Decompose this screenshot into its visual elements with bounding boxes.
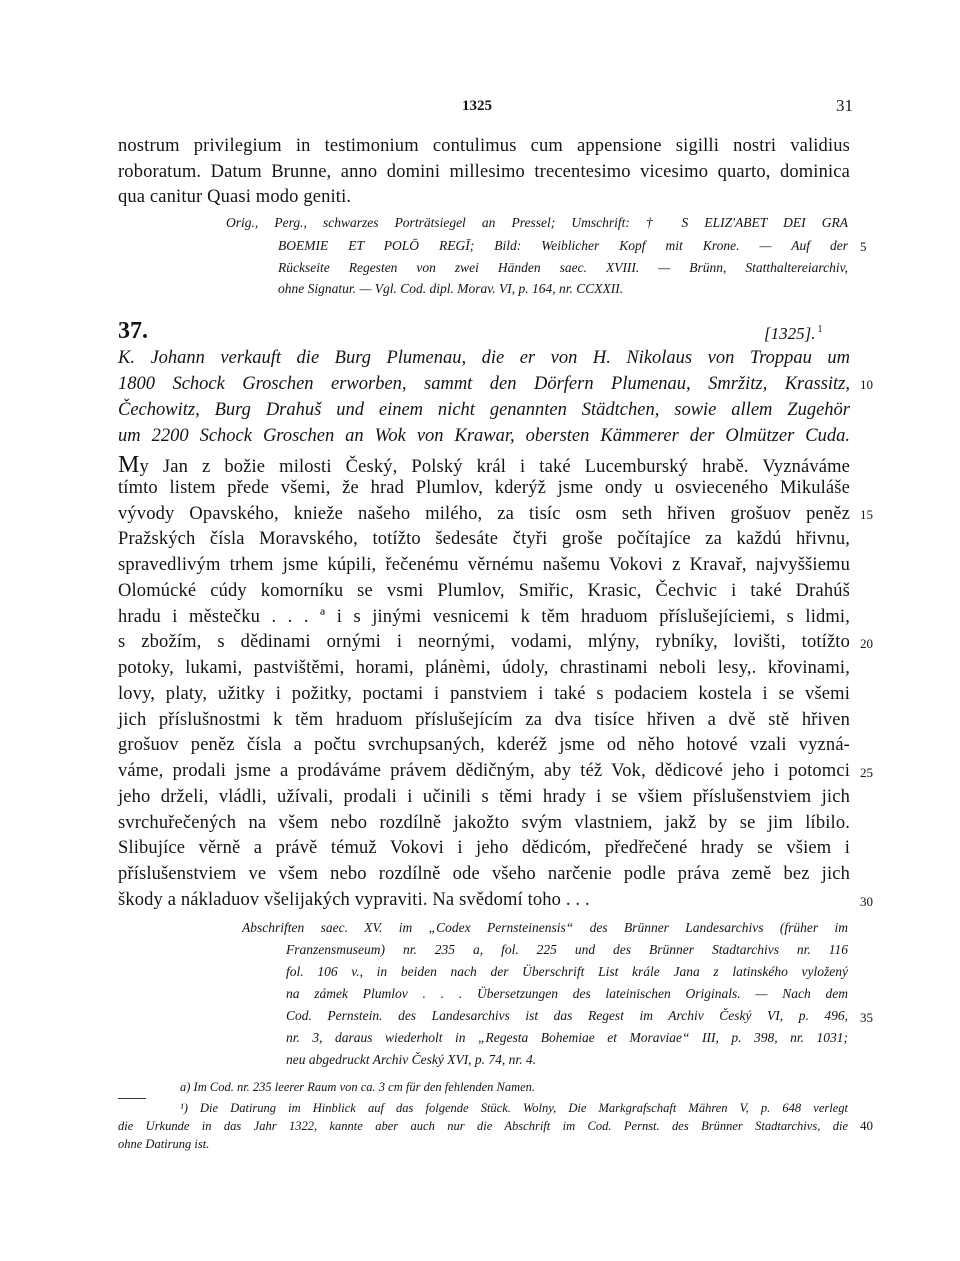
text-line: lovy, platy, užitky i požitky, poctami i panstviem i také s podaciem kostela i se všemi [118,684,850,704]
running-head-year: 1325 [462,98,492,114]
prev-note-line: Orig., Perg., schwarzes Porträtsiegel an Pressel; Umschrift: † S ELIZ'ABET DEI GRA [226,215,848,230]
text-critical-note: a) Im Cod. nr. 235 leerer Raum von ca. 3 cm für den fehlenden Namen. [180,1080,536,1094]
text-first-line [118,452,850,479]
line-number: 5 [860,239,867,254]
regest-line: Čechowitz, Burg Drahuš und einem nicht genannten Städtchen, sowie allem Zugehör [118,400,850,420]
document-number: 37. [118,318,148,344]
document-date [764,324,822,344]
prev-doc-line: nostrum privilegium in testimonium contulimus cum appensione sigilli nostri validius [118,136,850,156]
text-line: příslušenstviem ve všem nebo rozdílně ode všeho narčenie podle práva země bez jich [118,864,850,884]
text-line: potoky, lukami, pastvištěmi, horami, plánèmi, údoly, chrastinami neboli lesy,. křovinami, [118,658,850,678]
footnote-line: die Urkunde in das Jahr 1322, kannte aber auch nur die Abschrift im Cod. Pernst. des Brünner Stadtarchivs, die [118,1119,848,1133]
source-note-line: Cod. Pernstein. des Landesarchivs ist das Regest im Archiv Český VI, p. 496, [286,1008,848,1023]
text-line: jich příslušnostmi k těm hraduom příslušejícím za dva tisíce hřiven a dvě stě hřiven [118,710,850,730]
source-note-line: Franzensmuseum) nr. 235 a, fol. 225 und des Brünner Stadtarchivs nr. 116 [286,942,848,957]
text-line: škody a nákladuov všelijakých vypraviti. Na svědomí toho . . . [118,890,590,910]
source-note-line: nr. 3, daraus wiederholt in „Regesta Bohemiae et Moraviae“ III, p. 398, nr. 1031; [286,1030,848,1045]
date-footnote-mark: 1 [817,324,823,336]
regest-line: um 2200 Schock Groschen an Wok von Krawar, obersten Kämmerer der Olmützer Cuda. [118,426,850,446]
page-number: 31 [836,96,853,115]
prev-note-line: Rückseite Regesten von zwei Händen saec. XVIII. — Brünn, Statthaltereiarchiv, [278,260,848,275]
source-note-line: Abschriften saec. XV. im „Codex Pernsteinensis“ des Brünner Landesarchivs (früher im [242,920,848,935]
prev-doc-line: qua canitur Quasi modo geniti. [118,187,352,207]
footnote-line: ohne Datirung ist. [118,1137,210,1151]
footnote-separator [118,1098,146,1099]
prev-note-line: BOEMIE ET POLŌ REGĪ; Bild: Weiblicher Kopf mit Krone. — Auf der [278,238,848,253]
text-line: hradu i městečku . . . ª i s jinými vesnicemi k těm hraduom příslušejíciemi, s lidmi, [118,607,850,627]
text-first-line-rest: y Jan z božie milosti Český, Polský král i také Lucemburský hrabě. Vyznáváme [139,457,850,477]
source-note-line: na zámek Plumlov . . . Übersetzungen des lateinischen Originals. — Nach dem [286,986,848,1001]
line-number: 20 [860,636,873,651]
text-line: grošuov peněz čísla a počtu svrchupsaných, kderéž jsme od něho hotové vzali vyzná- [118,735,850,755]
line-number: 35 [860,1010,873,1025]
line-number: 25 [860,765,873,780]
text-line: Slibujíce věrně a právě témuž Vokovi i jeho dědicóm, předřečené hrady se všiem i [118,838,850,858]
regest-line: K. Johann verkauft die Burg Plumenau, die er von H. Nikolaus von Troppau um [118,348,850,368]
line-number: 30 [860,894,873,909]
text-line: svrchuřečených na všem nebo rozdílně jakožto svým vlastniem, jakž by se jim líbilo. [118,813,850,833]
prev-note-line: ohne Signatur. — Vgl. Cod. dipl. Morav. VI, p. 164, nr. CCXXII. [278,281,624,296]
text-line: Olomúcké cúdy komorníku se vsmi Plumlov, Smiřic, Krasic, Čechvic i také Drahúš [118,581,850,601]
source-note-line: neu abgedruckt Archiv Český XVI, p. 74, nr. 4. [286,1052,537,1067]
line-number: 40 [860,1118,873,1133]
line-number: 10 [860,377,873,392]
footnote-line: ¹) Die Datirung im Hinblick auf das folgende Stück. Wolny, Die Markgrafschaft Mähren V, p. 648 verlegt [180,1101,848,1115]
text-line: váme, prodali jsme a prodáváme právem dědičným, aby též Vok, dědicové jeho i potomci [118,761,850,781]
document-date-text: [1325]. [764,324,816,343]
text-line: Pražských čísla Moravského, totížto šedesáte čtyři groše počítajíce za každú hřivnu, [118,529,850,549]
text-line: spravedlivým trhem jsme kúpili, řečenému věrnému našemu Vokovi z Kravař, najvyššiemu [118,555,850,575]
initial-letter: M [118,452,140,478]
regest-line: 1800 Schock Groschen erworben, sammt den Dörfern Plumenau, Smržitz, Krassitz, [118,374,850,394]
source-note-line: fol. 106 v., in beiden nach der Überschrift List krále Jana z latinského vyložený [286,964,848,979]
text-line: vývody Opavského, knieže našeho milého, za tisíc osm seth hřiven grošuov peněz [118,504,850,524]
text-line: s zbožím, s dědinami ornými i neornými, vodami, mlýny, rybníky, lovišti, totížto [118,632,850,652]
prev-doc-line: roboratum. Datum Brunne, anno domini millesimo trecentesimo vicesimo quarto, dominica [118,162,850,182]
text-line: jeho drželi, vládli, užívali, prodali i učinili s těmi hrady i se všiem příslušenstviem jich [118,787,850,807]
line-number: 15 [860,507,873,522]
text-line: tímto listem přede všemi, že hrad Plumlov, kderýž jsme ondy u osvieceného Mikuláše [118,478,850,498]
